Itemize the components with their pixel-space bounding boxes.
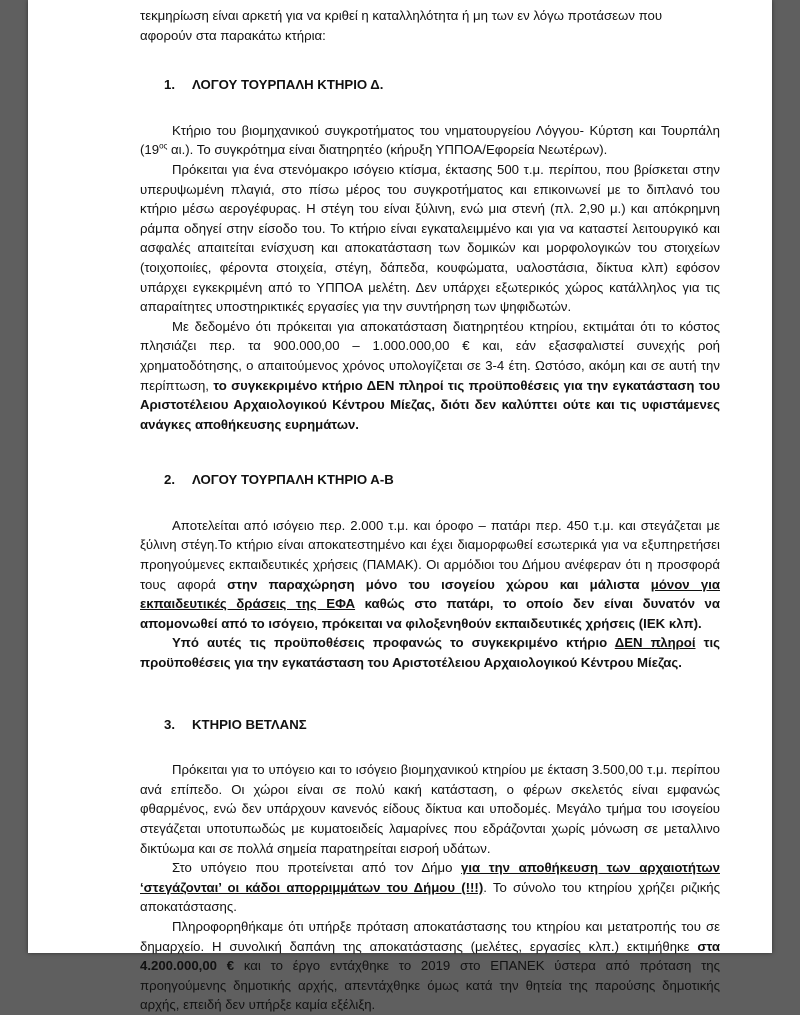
- s2-p1-text: Αποτελείται από ισόγειο περ. 2.000 τ.μ. και όροφο – πατάρι περ. 450 τ.μ. και στεγάζεται με ξύλινη στέγη.Το κτήριο είναι αποκατεστημένο και έχει διαμορφωθεί εσωτερικά για να εξυπηρετήσει προηγούμενες εκπαιδευτικές χρήσεις (ΠΑΜΑΚ). Οι αρμόδιοι του Δήμου ανέφεραν ότι η προσφορά τους αφορά: [140, 517, 720, 592]
- s2-p1-underlined: μόνον για εκπαιδευτικές δράσεις της ΕΦΑ: [140, 576, 721, 612]
- section-2-title: ΛΟΓΟΥ ΤΟΥΡΠΑΛΗ ΚΤΗΡΙΟ Α-Β: [192, 472, 394, 488]
- s1-p1-text-b: αι.). Το συγκρότημα είναι διατηρητέο (κήρυξη ΥΠΠΟΑ/Εφορεία Νεωτέρων).: [167, 142, 608, 158]
- document-body: [140, 6, 720, 1015]
- s2-p1-bold-end: καθώς στο πατάρι, το οποίο δεν είναι δυνατόν να απομονωθεί από το ισόγειο, πρόκειται να φιλοξενηθούν εκπαιδευτικές χρήσεις (ΙΕΚ κλπ).: [140, 596, 720, 631]
- s2-p2-underlined: ΔΕΝ πληροί: [614, 635, 696, 651]
- section-3-paragraph-1: Πρόκειται για το υπόγειο και το ισόγειο βιομηχανικού κτηρίου με έκταση 3.500,00 τ.μ. περίπου ανά επίπεδο. Οι χώροι είναι σε πολύ κακή κατάσταση, ο φέρων σκελετός είναι εμφανώς φθαρμένος, ενώ δεν υπάρχουν κανενός είδους δίκτυα και υποδομές. Μεγάλο τμήμα του ισογείου στεγάζεται υποτυπωδώς με κυματοειδείς λαμαρίνες που εδράζονται χωρίς μόνωση σε μεταλλινο δικτύωμα και σε πολλά σημεία παρατηρείται εισροή υδάτων.: [140, 762, 720, 856]
- section-1-paragraph-2: Πρόκειται για ένα στενόμακρο ισόγειο κτίσμα, έκτασης 500 τ.μ. περίπου, που βρίσκεται στην υπερυψωμένη πλαγιά, στο πίσω μέρος του συγκροτήματος και επικοινωνεί με το διπλανό του κτήριο μέσω αερογέφυρας. Η στέγη του είναι ξύλινη, ενώ μια στενή (πλ. 2,90 μ.) και απόκρημνη ράμπα οδηγεί στην είσοδο του. Το κτήριο είναι εγκαταλειμμένο και για να καταστεί λειτουργικό και ασφαλές απαιτείται ενίσχυση και αποκατάσταση των δομικών και μορφολογικών του στοιχείων (τοιχοποιίες, φέροντα στοιχεία, στέγη, δάπεδα, κουφώματα, υαλοστάσια, δίκτυα κλπ) εφόσον υπάρχει εγκεκριμένη από το ΥΠΠΟΑ μελέτη. Δεν υπάρχει εξωτερικός χώρος κατάλληλος για τις απαραίτητες υποστηρικτικές εργασίες για την συντήρηση των ψηφιδωτών.: [140, 161, 720, 315]
- section-1-number: 1.: [164, 77, 175, 93]
- section-1-paragraph-3: [140, 317, 720, 435]
- s1-p1-text-a: Κτήριο του βιομηχανικού συγκροτήματος του νηματουργείου Λόγγου- Κύρτση και Τουρπάλη (19: [140, 122, 720, 158]
- section-3-title: ΚΤΗΡΙΟ ΒΕΤΛΑΝΣ: [192, 716, 307, 732]
- s3-p2-text: Στο υπόγειο που προτείνεται από τον Δήμο: [172, 860, 462, 876]
- section-3-number: 3.: [164, 716, 175, 732]
- s2-p1-bold: στην παραχώρηση μόνο του ισογείου χώρου και μάλιστα: [227, 576, 651, 592]
- s2-p2-bold: Υπό αυτές τις προϋποθέσεις προφανώς το συγκεκριμένο κτήριο: [172, 635, 615, 651]
- section-3-heading: [164, 715, 720, 735]
- section-2-paragraph-2: [140, 633, 720, 672]
- section-3-paragraph-3: [140, 917, 720, 1015]
- s3-p2-underlined: για την αποθήκευση των αρχαιοτήτων ‘στεγάζονται’ οι κάδοι απορριμμάτων του Δήμου (!!!): [140, 860, 720, 895]
- s2-p2-bold-end: τις προϋποθέσεις για την εγκατάσταση του Αριστοτέλειου Αρχαιολογικού Κέντρου Μίεζας.: [140, 635, 720, 671]
- s1-p3-conclusion: το συγκεκριμένο κτήριο ΔΕΝ πληροί τις προϋποθέσεις για την εγκατάσταση του Αριστοτέλειου Αρχαιολογικού Κέντρου Μίεζας, διότι δεν καλύπτει ούτε και τις υφιστάμενες ανάγκες αποθήκευσης ευρημάτων.: [140, 377, 720, 432]
- s3-p3-text-end: και το έργο εντάχθηκε το 2019 στο ΕΠΑΝΕΚ ύστερα από πρόταση της προηγούμενης δημοτικής αρχής, απεντάχθηκε όμως κατά την θητεία της παρούσης δημοτικής αρχής, επειδή δεν υπήρξε καμία εξέλιξη.: [140, 958, 720, 1013]
- s1-p1-superscript: ος: [159, 141, 168, 151]
- document-page: [28, 0, 772, 1013]
- intro-line-1: τεκμηρίωση είναι αρκετή για να κριθεί η καταλληλότητα ή μη των εν λόγω προτάσεων που: [140, 8, 663, 23]
- section-3-paragraph-2: [140, 858, 720, 917]
- s3-p3-text: Πληροφορηθήκαμε ότι υπήρξε πρόταση αποκατάστασης του κτηρίου και μετατροπής του σε δημαρχείο. Η συνολική δαπάνη της αποκατάστασης (μελέτες, εργασίες κλπ.) εκτιμήθηκε: [140, 918, 720, 954]
- intro-line-2: αφορούν στα παρακάτω κτήρια:: [140, 27, 326, 43]
- s3-p3-amount: στα 4.200.000,00 €: [140, 938, 720, 974]
- section-2-heading: [164, 470, 720, 490]
- section-1-paragraph-1: [140, 121, 720, 160]
- intro-paragraph: [140, 6, 720, 45]
- section-2-number: 2.: [164, 472, 175, 488]
- s3-p2-text-end: . Το σύνολο του κτηρίου χρήζει ριζικής αποκατάστασης.: [140, 879, 720, 915]
- section-2-paragraph-1: [140, 516, 720, 634]
- section-1-heading: [164, 75, 720, 95]
- section-1-title: ΛΟΓΟΥ ΤΟΥΡΠΑΛΗ ΚΤΗΡΙΟ Δ.: [192, 77, 384, 93]
- s1-p3-text: Με δεδομένο ότι πρόκειται για αποκατάσταση διατηρητέου κτηρίου, εκτιμάται ότι το κόστος πλησιάζει περ. τα 900.000,00 – 1.000.000,00 € και, εάν εξασφαλιστεί συνεχής ροή χρηματοδότησης, ο απαιτούμενος χρόνος υπολογίζεται σε 3-4 έτη. Ωστόσο, ακόμη και σε αυτή την περίπτωση,: [140, 318, 720, 393]
